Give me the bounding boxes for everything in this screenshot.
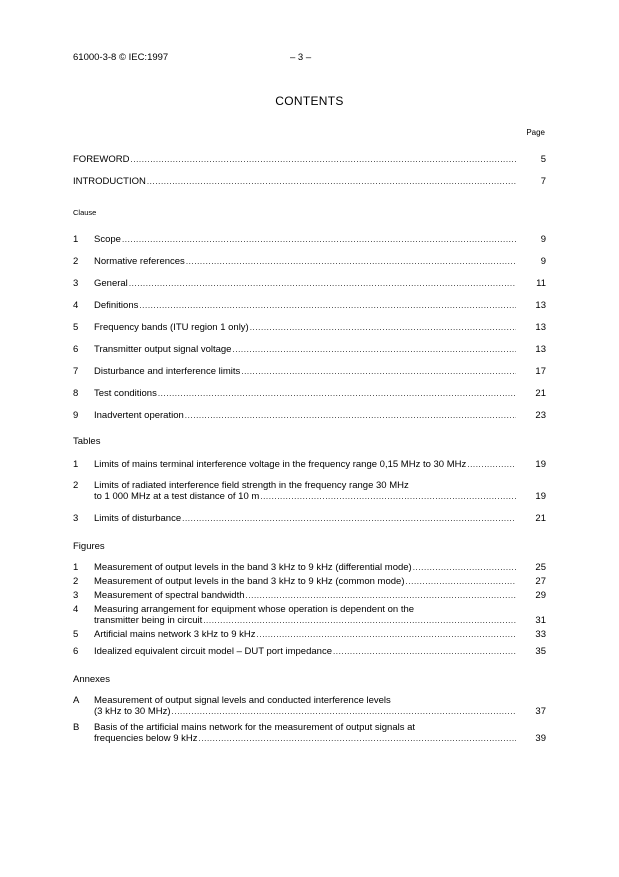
- toc-entry-text: Definitions: [94, 300, 139, 311]
- toc-entry-number: 3: [73, 590, 79, 601]
- toc-entry-number: 6: [73, 646, 79, 657]
- dot-leader: [333, 646, 516, 657]
- toc-entry-page: 13: [535, 344, 546, 355]
- dot-leader: [413, 562, 516, 573]
- toc-entry-text: Scope: [94, 234, 121, 245]
- toc-entry-number: 2: [73, 576, 79, 587]
- toc-entry-text-line2: to 1 000 MHz at a test distance of 10 m: [94, 491, 260, 502]
- dot-leader: [203, 615, 516, 626]
- dot-leader: [257, 629, 516, 640]
- dot-leader: [172, 706, 516, 717]
- toc-entry-page: 13: [535, 300, 546, 311]
- page-column-label: Page: [526, 128, 545, 137]
- toc-entry-number: 6: [73, 344, 79, 355]
- dot-leader: [250, 322, 516, 333]
- toc-entry-page: 31: [535, 615, 546, 626]
- dot-leader: [232, 344, 516, 355]
- toc-entry-page: 11: [536, 278, 546, 289]
- dot-leader: [129, 278, 516, 289]
- toc-entry-number: 5: [73, 322, 79, 333]
- toc-entry-page: 5: [540, 154, 546, 165]
- toc-entry-number: 9: [73, 410, 79, 421]
- figures-heading: Figures: [73, 541, 105, 552]
- toc-entry-text-line1: Basis of the artificial mains network for the measurement of output signals at: [94, 722, 416, 733]
- toc-entry-number: 5: [73, 629, 79, 640]
- page-number: – 3 –: [290, 52, 312, 63]
- toc-entry-text: Test conditions: [94, 388, 157, 399]
- toc-entry-page: 19: [535, 491, 546, 502]
- toc-entry-number: 1: [73, 459, 79, 470]
- toc-entry-page: 29: [535, 590, 546, 601]
- dot-leader: [130, 154, 516, 165]
- toc-entry-page: 17: [535, 366, 546, 377]
- annexes-heading: Annexes: [73, 674, 110, 685]
- dot-leader: [199, 733, 517, 744]
- dot-leader: [182, 513, 516, 524]
- tables-heading: Tables: [73, 436, 101, 447]
- toc-entry-page: 19: [535, 459, 546, 470]
- toc-entry-text-line1: Limits of radiated interference field strength in the frequency range 30 MHz: [94, 480, 409, 491]
- dot-leader: [405, 576, 516, 587]
- dot-leader: [139, 300, 516, 311]
- toc-entry-text: Measurement of output levels in the band 3 kHz to 9 kHz (differential mode): [94, 562, 412, 573]
- toc-entry-number: B: [73, 722, 80, 733]
- toc-entry-number: 8: [73, 388, 79, 399]
- dot-leader: [158, 388, 516, 399]
- clause-column-label: Clause: [73, 208, 97, 217]
- toc-entry-text: Idealized equivalent circuit model – DUT port impedance: [94, 646, 332, 657]
- toc-annex-b[interactable]: [73, 722, 546, 744]
- toc-entry-text: INTRODUCTION: [73, 176, 146, 187]
- toc-entry-page: 9: [540, 256, 546, 267]
- toc-entry-number: 1: [73, 234, 79, 245]
- dot-leader: [186, 256, 516, 267]
- toc-entry-text: Normative references: [94, 256, 185, 267]
- toc-entry-page: 9: [540, 234, 546, 245]
- toc-entry-page: 37: [535, 706, 546, 717]
- toc-entry-number: A: [73, 695, 80, 706]
- dot-leader: [246, 590, 517, 601]
- toc-entry-text: Transmitter output signal voltage: [94, 344, 232, 355]
- toc-entry-text-line2: frequencies below 9 kHz: [94, 733, 198, 744]
- toc-annex-a[interactable]: [73, 695, 546, 717]
- toc-entry-page: 35: [535, 646, 546, 657]
- toc-entry-text: Inadvertent operation: [94, 410, 184, 421]
- page-title: CONTENTS: [275, 94, 344, 108]
- toc-entry-text: Frequency bands (ITU region 1 only): [94, 322, 249, 333]
- toc-entry-text: FOREWORD: [73, 154, 130, 165]
- dot-leader: [241, 366, 516, 377]
- toc-entry-page: 7: [540, 176, 546, 187]
- dot-leader: [467, 459, 516, 470]
- toc-entry-page: 39: [535, 733, 546, 744]
- toc-entry-text-line2: transmitter being in circuit: [94, 615, 203, 626]
- toc-table-2[interactable]: [73, 480, 546, 502]
- toc-entry-text: Measurement of spectral bandwidth: [94, 590, 245, 601]
- toc-entry-number: 2: [73, 480, 79, 491]
- toc-entry-number: 7: [73, 366, 79, 377]
- toc-entry-text: Artificial mains network 3 kHz to 9 kHz: [94, 629, 256, 640]
- toc-entry-text-line2: (3 kHz to 30 MHz): [94, 706, 171, 717]
- toc-entry-number: 4: [73, 604, 79, 615]
- toc-entry-page: 33: [535, 629, 546, 640]
- toc-entry-number: 4: [73, 300, 79, 311]
- toc-entry-text: Measurement of output levels in the band 3 kHz to 9 kHz (common mode): [94, 576, 405, 587]
- dot-leader: [185, 410, 516, 421]
- toc-entry-text-line1: Measurement of output signal levels and conducted interference levels: [94, 695, 391, 706]
- toc-entry-number: 1: [73, 562, 79, 573]
- toc-entry-page: 23: [535, 410, 546, 421]
- toc-entry-text-line1: Measuring arrangement for equipment whose operation is dependent on the: [94, 604, 415, 615]
- toc-entry-text: Limits of mains terminal interference voltage in the frequency range 0,15 MHz to 30 MHz: [94, 459, 467, 470]
- toc-entry-text: Limits of disturbance: [94, 513, 182, 524]
- toc-entry-page: 21: [535, 388, 546, 399]
- toc-entry-page: 27: [535, 576, 546, 587]
- toc-entry-text: General: [94, 278, 128, 289]
- dot-leader: [122, 234, 516, 245]
- toc-entry-number: 3: [73, 278, 79, 289]
- dot-leader: [260, 491, 516, 502]
- toc-entry-number: 3: [73, 513, 79, 524]
- toc-entry-number: 2: [73, 256, 79, 267]
- toc-entry-text: Disturbance and interference limits: [94, 366, 241, 377]
- dot-leader: [147, 176, 516, 187]
- toc-entry-page: 13: [535, 322, 546, 333]
- toc-entry-page: 25: [535, 562, 546, 573]
- toc-figure-4[interactable]: [73, 604, 546, 626]
- toc-entry-page: 21: [535, 513, 546, 524]
- document-id: 61000-3-8 © IEC:1997: [73, 52, 169, 63]
